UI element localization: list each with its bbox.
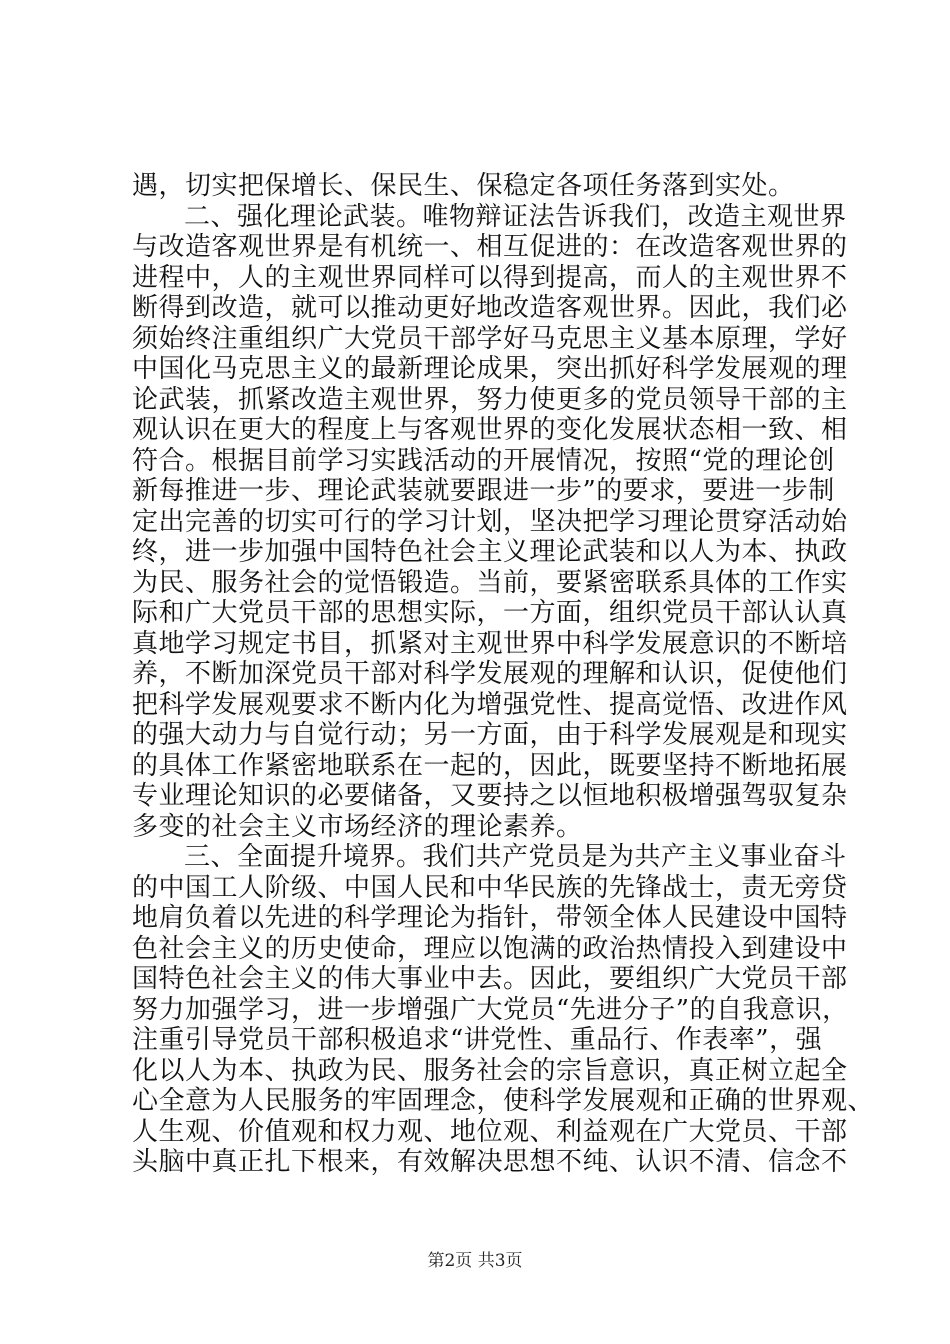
text-line: 际和广大党员干部的思想实际，一方面，组织党员干部认认真 [132, 598, 848, 628]
section-heading-line: 二、强化理论武装。唯物辩证法告诉我们，改造主观世界 [184, 201, 847, 232]
text-line: 专业理论知识的必要储备，又要持之以恒地积极增强驾驭复杂 [132, 781, 848, 811]
text-line: 终，进一步加强中国特色社会主义理论武装和以人为本、执政 [132, 537, 848, 567]
text-line: 把科学发展观要求不断内化为增强党性、提高觉悟、改进作风 [132, 689, 848, 720]
text-line: 遇，切实把保增长、保民生、保稳定各项任务落到实处。 [132, 171, 795, 201]
text-line: 注重引导党员干部积极追求“讲党性、重品行、作表率”，强 [132, 1025, 823, 1055]
text-line: 多变的社会主义市场经济的理论素养。 [132, 811, 583, 842]
text-line: 努力加强学习，进一步增强广大党员“先进分子”的自我意识， [132, 994, 849, 1025]
text-line: 人生观、价值观和权力观、地位观、利益观在广大党员、干部 [132, 1116, 848, 1147]
text-line: 的具体工作紧密地联系在一起的，因此，既要坚持不断地拓展 [132, 750, 848, 781]
text-line: 地肩负着以先进的科学理论为指针，带领全体人民建设中国特 [132, 903, 848, 933]
text-line: 真地学习规定书目，抓紧对主观世界中科学发展意识的不断培 [132, 628, 848, 659]
text-line: 中国化马克思主义的最新理论成果，突出抓好科学发展观的理 [132, 354, 848, 384]
text-line: 与改造客观世界是有机统一、相互促进的：在改造客观世界的 [132, 232, 848, 262]
document-body [132, 171, 875, 1178]
text-line: 的中国工人阶级、中国人民和中华民族的先锋战士，责无旁贷 [132, 872, 848, 903]
text-line: 论武装，抓紧改造主观世界，努力使更多的党员领导干部的主 [132, 384, 848, 415]
text-line: 头脑中真正扎下根来，有效解决思想不纯、认识不清、信念不 [132, 1147, 848, 1177]
text-line: 进程中，人的主观世界同样可以得到提高，而人的主观世界不 [132, 262, 848, 293]
text-line: 断得到改造，就可以推动更好地改造客观世界。因此，我们必 [132, 293, 848, 323]
text-line: 符合。根据目前学习实践活动的开展情况，按照“党的理论创 [132, 445, 835, 476]
text-line: 为民、服务社会的觉悟锻造。当前，要紧密联系具体的工作实 [132, 567, 848, 598]
text-line: 新每推进一步、理论武装就要跟进一步”的要求，要进一步制 [132, 476, 835, 506]
text-line: 观认识在更大的程度上与客观世界的变化发展状态相一致、相 [132, 415, 848, 445]
text-line: 定出完善的切实可行的学习计划，坚决把学习理论贯穿活动始 [132, 506, 848, 537]
section-heading-line: 三、全面提升境界。我们共产党员是为共产主义事业奋斗 [184, 842, 847, 872]
text-line: 养，不断加深党员干部对科学发展观的理解和认识，促使他们 [132, 659, 848, 689]
text-line: 须始终注重组织广大党员干部学好马克思主义基本原理，学好 [132, 323, 848, 354]
text-line: 的强大动力与自觉行动；另一方面，由于科学发展观是和现实 [132, 720, 848, 750]
text-line: 化以人为本、执政为民、服务社会的宗旨意识，真正树立起全 [132, 1055, 848, 1086]
page-number-footer: 第2页 共3页 [427, 1251, 523, 1271]
text-line: 国特色社会主义的伟大事业中去。因此，要组织广大党员干部 [132, 964, 848, 994]
text-line: 色社会主义的历史使命，理应以饱满的政治热情投入到建设中 [132, 933, 848, 964]
text-line: 心全意为人民服务的牢固理念，使科学发展观和正确的世界观、 [132, 1086, 875, 1116]
